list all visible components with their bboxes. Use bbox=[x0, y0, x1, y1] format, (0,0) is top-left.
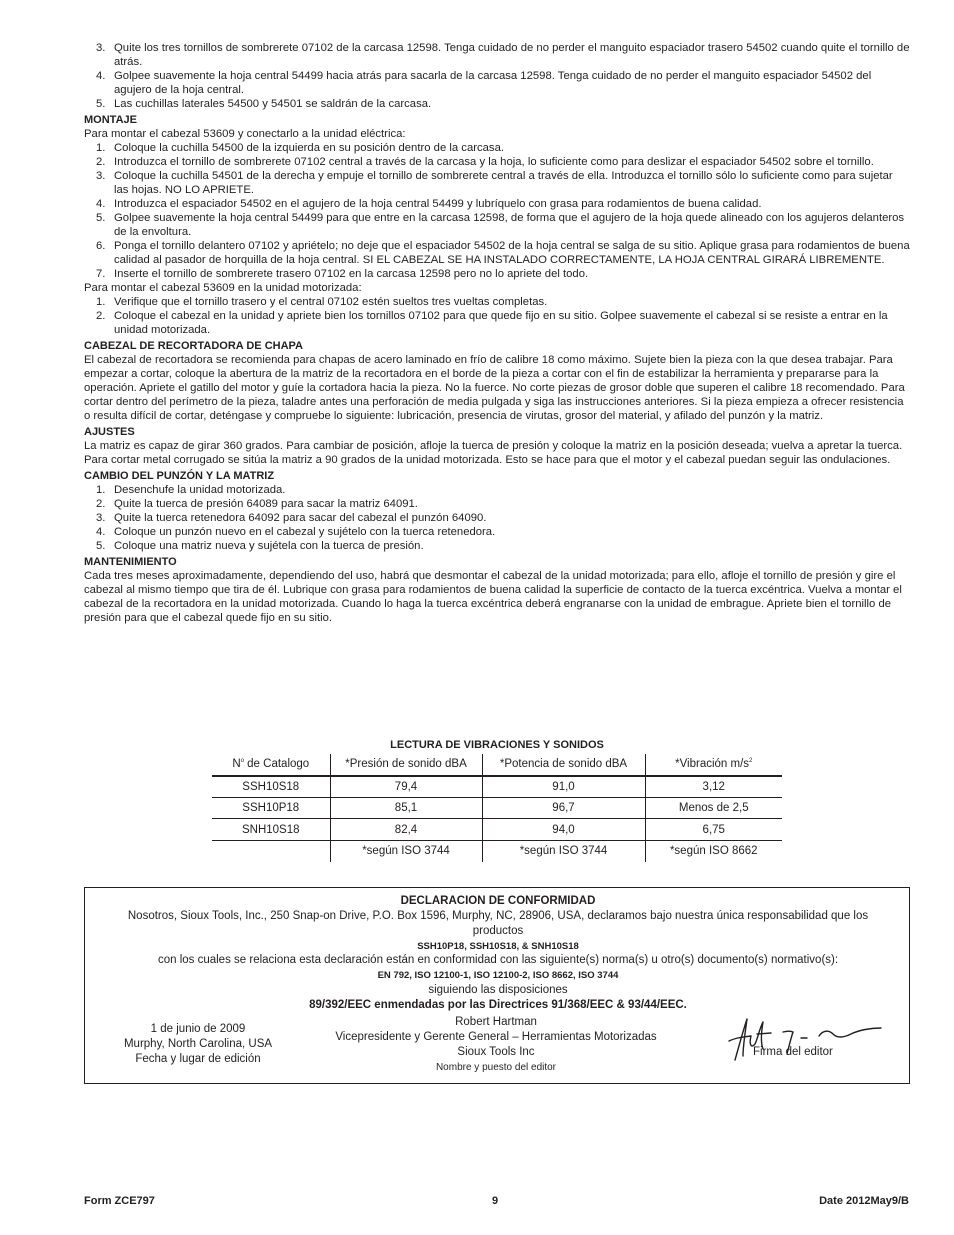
header-catalog: $N^o$ de Catalogo bbox=[212, 754, 330, 776]
list-item bbox=[84, 483, 910, 497]
header-sound-pressure: *Presión de sonido dBA bbox=[330, 754, 482, 776]
montaje-intro-2: Para montar el cabezal 53609 en la unidad motorizada: bbox=[84, 282, 362, 294]
list-item-text: Coloque la cuchilla 54501 de la derecha y empuje el tornillo de sombrerete central a través de ella. Introduzca el tornillo sólo lo suficiente como para sujetar las hojas. NO LO APRIETE. bbox=[114, 170, 893, 196]
list-item bbox=[84, 197, 910, 211]
table-row bbox=[212, 776, 782, 798]
list-item-text: Coloque un punzón nuevo en el cabezal y sujételo con la tuerca retenedora. bbox=[114, 526, 496, 538]
list-item-number: 3. bbox=[96, 42, 106, 54]
issue-place: Murphy, North Carolina, USA bbox=[123, 1038, 273, 1050]
list-item bbox=[84, 267, 910, 281]
list-item-text: Verifique que el tornillo trasero y el central 07102 estén sueltos tres vueltas completas. bbox=[114, 296, 548, 308]
list-item-text: Introduzca el tornillo de sombrerete 07102 central a través de la carcasa y la hoja, lo suficiente como para deslizar el espaciador 54502 sobre el tornillo. bbox=[114, 156, 874, 168]
table-cell: SSH10P18 bbox=[212, 797, 330, 819]
list-item-number: 6. bbox=[96, 240, 106, 252]
section-heading-cambio: CAMBIO DEL PUNZÓN Y LA MATRIZ bbox=[84, 470, 275, 482]
signature-block bbox=[721, 1016, 891, 1066]
list-item-number: 4. bbox=[96, 526, 106, 538]
list-item bbox=[84, 69, 910, 97]
declaration-line-4: siguiendo las disposiciones bbox=[428, 984, 568, 996]
list-item-number: 4. bbox=[96, 70, 106, 82]
montaje-steps-1 bbox=[84, 141, 910, 281]
list-item-text: Coloque una matriz nueva y sujétela con la tuerca de presión. bbox=[114, 540, 424, 552]
section-heading-montaje: MONTAJE bbox=[84, 114, 137, 126]
table-cell: 6,75 bbox=[645, 819, 782, 841]
table-cell: SSH10S18 bbox=[212, 776, 330, 798]
table-footnote-row bbox=[212, 840, 782, 862]
ajustes-text: La matriz es capaz de girar 360 grados. Para cambiar de posición, afloje la tuerca de presión y coloque la matriz en la posición deseada; vuelva a apretar la tuerca. Para cortar metal corrugado se sitúa la matriz a 90 grados de la unidad motorizada. Esto se hace para que el motor y el cabezal puedan seguir las ondulaciones. bbox=[84, 440, 903, 466]
form-number: Form ZCE797 bbox=[84, 1195, 155, 1207]
instructions-body bbox=[84, 41, 910, 625]
table-cell: 3,12 bbox=[645, 776, 782, 798]
list-item-number: 7. bbox=[96, 268, 106, 280]
list-item-number: 2. bbox=[96, 310, 106, 322]
signature-label: Firma del editor bbox=[753, 1046, 833, 1058]
list-item-text: Inserte el tornillo de sombrerete trasero 07102 en la carcasa 12598 pero no lo apriete del todo. bbox=[114, 268, 589, 280]
table-cell: 79,4 bbox=[330, 776, 482, 798]
issuer-company: Sioux Tools Inc bbox=[457, 1046, 535, 1058]
list-item bbox=[84, 155, 910, 169]
page-number: 9 bbox=[492, 1195, 499, 1207]
document-date: Date 2012May9/B bbox=[819, 1195, 909, 1207]
list-item bbox=[84, 97, 910, 111]
list-item bbox=[84, 497, 910, 511]
list-item-number: 4. bbox=[96, 198, 106, 210]
list-item bbox=[84, 295, 910, 309]
section-heading-cabezal: CABEZAL DE RECORTADORA DE CHAPA bbox=[84, 340, 303, 352]
table-cell: Menos de 2,5 bbox=[645, 797, 782, 819]
issuer-block bbox=[311, 1015, 681, 1075]
list-item-text: Las cuchillas laterales 54500 y 54501 se saldrán de la carcasa. bbox=[114, 98, 432, 110]
list-item-text: Golpee suavemente la hoja central 54499 hacia atrás para sacarla de la carcasa 12598. Tenga cuidado de no perder el manguito espaciador 54502 del agujero de la hoja central. bbox=[114, 70, 872, 96]
table-footnote: *según ISO 3744 bbox=[330, 840, 482, 862]
declaration-line-3: con los cuales se relaciona esta declaración están en conformidad con las siguiente(s) norma(s) u otro(s) documento(s) normativo(s): bbox=[157, 954, 839, 966]
list-item-number: 3. bbox=[96, 170, 106, 182]
issue-date-block bbox=[85, 1022, 311, 1067]
list-item-number: 1. bbox=[96, 296, 106, 308]
list-item-text: Quite los tres tornillos de sombrerete 07102 de la carcasa 12598. Tenga cuidado de no perder el manguito espaciador trasero 54502 cuando quite el tornillo de atrás. bbox=[114, 42, 910, 68]
table-footnote: *según ISO 8662 bbox=[645, 840, 782, 862]
list-item-number: 3. bbox=[96, 512, 106, 524]
declaration-standards: EN 792, ISO 12100-1, ISO 12100-2, ISO 8662, ISO 3744 bbox=[377, 970, 619, 981]
section-heading-ajustes: AJUSTES bbox=[84, 426, 135, 438]
list-item bbox=[84, 539, 910, 553]
issue-date-label: Fecha y lugar de edición bbox=[135, 1053, 261, 1065]
list-item bbox=[84, 525, 910, 539]
list-item bbox=[84, 511, 910, 525]
list-item bbox=[84, 141, 910, 155]
mantenimiento-text: Cada tres meses aproximadamente, dependiendo del uso, habrá que desmontar el cabezal de la unidad motorizada; para ello, afloje el tornillo de presión y gire el cabezal al mismo tiempo que tira de él. Lubrique con grasa para rodamientos de buena calidad la superficie de contacto de la tuerca excéntrica. Vuelva a montar el cabezal de la recortadora en la unidad motorizada. Cuando lo haga la tuerca excéntrica deberá engranarse con la unidad de embrague. Apriete bien el tornillo de presión para que el cabezal quede fijo en su sitio. bbox=[84, 570, 902, 624]
montaje-intro-1: Para montar el cabezal 53609 y conectarlo a la unidad eléctrica: bbox=[84, 128, 406, 140]
declaration-models: SSH10P18, SSH10S18, & SNH10S18 bbox=[417, 941, 579, 952]
table-cell: 96,7 bbox=[482, 797, 645, 819]
table-cell: 82,4 bbox=[330, 819, 482, 841]
list-item-number: 2. bbox=[96, 156, 106, 168]
vibration-table-title: LECTURA DE VIBRACIONES Y SONIDOS bbox=[390, 739, 604, 751]
table-cell: SNH10S18 bbox=[212, 819, 330, 841]
list-item-number: 1. bbox=[96, 142, 106, 154]
declaration-directives: 89/392/EEC enmendadas por las Directrices 91/368/EEC & 93/44/EEC. bbox=[309, 999, 687, 1011]
table-footnote: *según ISO 3744 bbox=[482, 840, 645, 862]
table-row bbox=[212, 797, 782, 819]
list-item-number: 1. bbox=[96, 484, 106, 496]
table-cell: 94,0 bbox=[482, 819, 645, 841]
list-item-number: 2. bbox=[96, 498, 106, 510]
issue-date: 1 de junio de 2009 bbox=[150, 1023, 246, 1035]
list-item-text: Quite la tuerca de presión 64089 para sacar la matriz 64091. bbox=[114, 498, 418, 510]
list-item-text: Golpee suavemente la hoja central 54499 para que entre en la carcasa 12598, de forma que el agujero de la hoja quede alineado con los agujeros delanteros de la envoltura. bbox=[114, 212, 905, 238]
list-item-text: Quite la tuerca retenedora 64092 para sacar del cabezal el punzón 64090. bbox=[114, 512, 487, 524]
list-item-number: 5. bbox=[96, 98, 106, 110]
list-item-text: Coloque el cabezal en la unidad y apriete bien los tornillos 07102 para que quede fijo en su sitio. Golpee suavemente el cabezal si se resiste a entrar en la unidad motorizada. bbox=[114, 310, 888, 336]
table-cell bbox=[212, 840, 330, 862]
table-row bbox=[212, 819, 782, 841]
declaration-line-2: productos bbox=[472, 925, 524, 937]
list-item-text: Ponga el tornillo delantero 07102 y apriételo; no deje que el espaciador 54502 de la hoja central se salga de su sitio. Aplique grasa para rodamientos de buena calidad al pasador de horquilla de la hoja central. SI EL CABEZAL SE HA INSTALADO CORRECTAMENTE, LA HOJA CENTRAL GIRARÁ LIBREMENTE. bbox=[114, 240, 910, 266]
declaration-title: DECLARACION DE CONFORMIDAD bbox=[400, 895, 596, 907]
cambio-steps bbox=[84, 483, 910, 553]
table-cell: 85,1 bbox=[330, 797, 482, 819]
issuer-position: Vicepresidente y Gerente General – Herramientas Motorizadas bbox=[335, 1031, 657, 1043]
list-item bbox=[84, 41, 910, 69]
list-item bbox=[84, 169, 910, 197]
list-item bbox=[84, 239, 910, 267]
section-heading-mantenimiento: MANTENIMIENTO bbox=[84, 556, 177, 568]
header-sound-power: *Potencia de sonido dBA bbox=[482, 754, 645, 776]
declaration-of-conformity bbox=[84, 887, 910, 1084]
header-vibration: *Vibración $m/s^2$ bbox=[645, 754, 782, 776]
list-item-text: Coloque la cuchilla 54500 de la izquierda en su posición dentro de la carcasa. bbox=[114, 142, 504, 154]
list-item bbox=[84, 309, 910, 337]
declaration-line-1: Nosotros, Sioux Tools, Inc., 250 Snap-on Drive, P.O. Box 1596, Murphy, NC, 28906, USA, declaramos bajo nuestra única responsabilidad que los bbox=[127, 910, 869, 922]
table-cell: 91,0 bbox=[482, 776, 645, 798]
list-item-number: 5. bbox=[96, 540, 106, 552]
montaje-steps-2 bbox=[84, 295, 910, 337]
list-item-number: 5. bbox=[96, 212, 106, 224]
list-item bbox=[84, 211, 910, 239]
list-item-text: Desenchufe la unidad motorizada. bbox=[114, 484, 286, 496]
vibration-table bbox=[212, 754, 782, 862]
list-item-text: Introduzca el espaciador 54502 en el agujero de la hoja central 54499 y lubríquelo con grasa para rodamientos de buena calidad. bbox=[114, 198, 762, 210]
vibration-table-block bbox=[212, 737, 782, 862]
table-header-row bbox=[212, 754, 782, 776]
issuer-name: Robert Hartman bbox=[455, 1016, 537, 1028]
cabezal-text: El cabezal de recortadora se recomienda para chapas de acero laminado en frío de calibre 18 como máximo. Sujete bien la pieza con la que desea trabajar. Para empezar a cortar, coloque la abertura de la matriz de la recortadora en el borde de la pieza a cortar con el fin de estabilizar la herramienta y prepararse para la operación. Apriete el gatillo del motor y guíe la cortadora hacia la pieza. No la fuerce. No corte piezas de grosor doble que superen el calibre 18 recomendado. Para cortar dentro del perímetro de la pieza, taladre antes una perforación de media pulgada y siga las instrucciones anteriores. Si la pieza empieza a ofrecer resistencia o resulta difícil de cortar, deténgase y compruebe lo siguiente: lubricación, presencia de virutas, grosor del material, y afilado del punzón y la matriz. bbox=[84, 354, 905, 422]
issuer-label: Nombre y puesto del editor bbox=[435, 1062, 557, 1073]
disassembly-steps bbox=[84, 41, 910, 111]
